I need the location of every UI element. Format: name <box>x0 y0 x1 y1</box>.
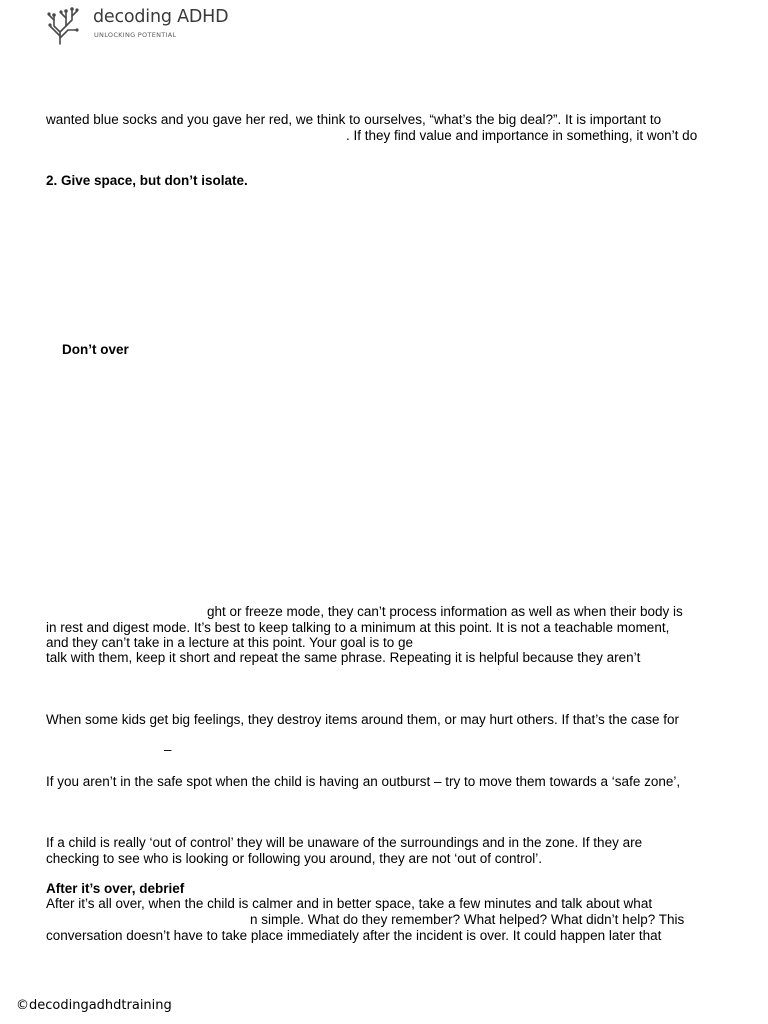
paragraph-line: If a child is really ‘out of control’ they will be unaware of the surroundings and in the zone. If they are <box>46 835 643 850</box>
circuit-tree-icon <box>46 2 90 46</box>
brand-logo <box>46 2 229 46</box>
paragraph-line: – <box>164 742 172 757</box>
section-heading: After it’s over, debrief <box>46 881 185 896</box>
brand-name: decoding ADHD <box>93 7 229 27</box>
paragraph-line: talk with them, keep it short and repeat the same phrase. Repeating it is helpful because they aren’t <box>46 650 641 665</box>
paragraph-line: wanted blue socks and you gave her red, we think to ourselves, “what’s the big deal?”. It is important to <box>46 112 662 127</box>
paragraph-line: checking to see who is looking or following you around, they are not ‘out of control’. <box>46 851 543 866</box>
paragraph-line: conversation doesn’t have to take place immediately after the incident is over. It could happen later that <box>46 928 662 943</box>
paragraph-line: When some kids get big feelings, they destroy items around them, or may hurt others. If that’s the case for <box>46 712 680 727</box>
paragraph-line: and they can’t take in a lecture at this point. Your goal is to ge <box>46 635 413 650</box>
brand-tagline: UNLOCKING POTENTIAL <box>94 31 177 39</box>
paragraph-line: After it’s all over, when the child is calmer and in better space, take a few minutes and talk about what <box>46 896 653 911</box>
paragraph-line: . If they find value and importance in something, it won’t do <box>346 128 698 143</box>
section-heading: 2. Give space, but don’t isolate. <box>46 173 248 188</box>
paragraph-line: in rest and digest mode. It’s best to keep talking to a minimum at this point. It is not a teachable moment, <box>46 620 670 635</box>
copyright-footer: ©decodingadhdtraining <box>16 998 172 1013</box>
paragraph-line: n simple. What do they remember? What helped? What didn’t help? This <box>250 912 685 927</box>
paragraph-line: If you aren’t in the safe spot when the child is having an outburst – try to move them towards a ‘safe zone’, <box>46 774 681 789</box>
paragraph-line: ght or freeze mode, they can’t process information as well as when their body is <box>207 604 683 619</box>
section-heading: Don’t over <box>62 342 129 357</box>
